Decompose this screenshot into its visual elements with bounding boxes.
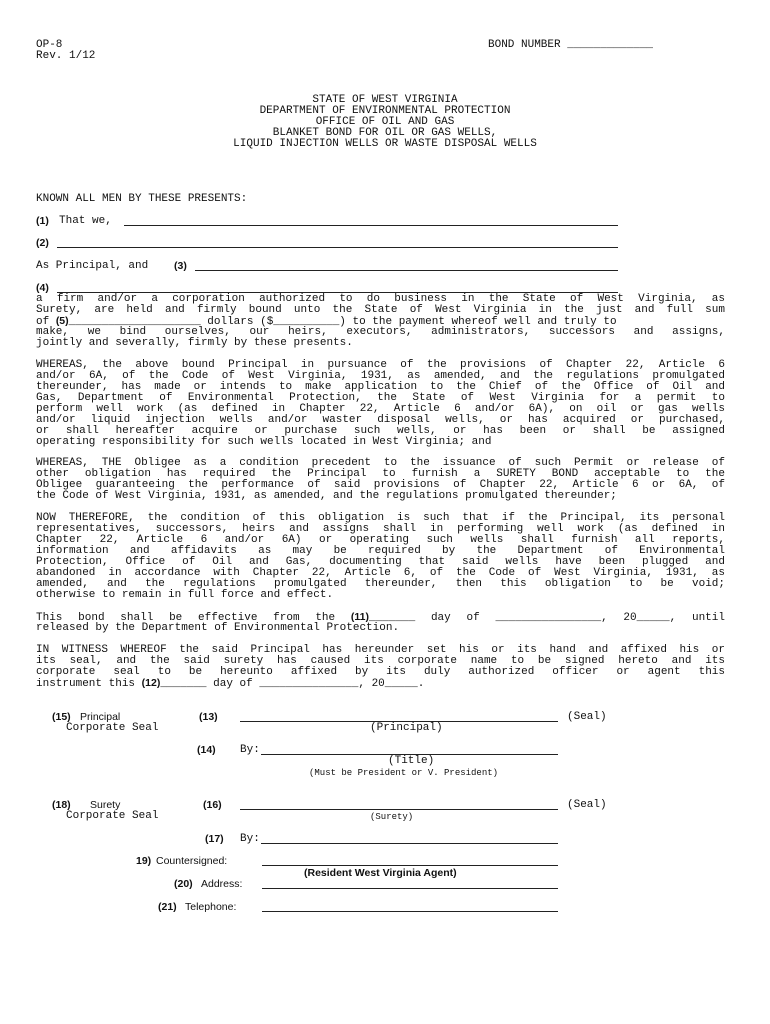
principal-label: As Principal, and (36, 260, 149, 272)
whereas-paragraph-1: WHEREAS, the above bound Principal in pursuance of the provisions of Chapter 22, Article 6 and/or 6A, of the Code of West Virginia, 1931, as amended, and the regulations promulgated thereunder, has made or intends to make application to the Chief of the Office of Oil and Gas, Department of Environmental Protection, the State of West Virginia for a permit to perform well work (as defined in Chapter 22, Article 6 and/or 6A), on oil or gas wells and/or liquid injection wells and/or waster disposal wells, or has acquired or purchased, or shall hereafter acquire or purchase such wells, or has been or shall be assigned operating responsibility for such wells located in West Virginia; and (36, 359, 725, 448)
form-revision: Rev. 1/12 (36, 50, 96, 62)
field-19-number: 19) (136, 855, 152, 867)
principal-seal-label: Principal (80, 711, 121, 723)
surety-paragraph: a firm and/or a corporation authorized to do business in the State of West Virginia, as Surety, are held and firmly bound unto the State of West Virginia in the just and full sum of (5)____________________ dollars ($__________) to the payment whereof well and truly to make, we bind ourselves, our heirs, executors, administrators, successors and assigns, jointly and severally, firmly by these presents. (36, 293, 725, 349)
title-office: OFFICE OF OIL AND GAS (315, 116, 455, 128)
telephone-label: Telephone: (185, 901, 237, 913)
known-all-men-heading: KNOWN ALL MEN BY THESE PRESENTS: (36, 193, 248, 205)
field-11-date[interactable]: _______ day of ________________, 20_____, until (368, 612, 725, 624)
field-5-number: (5) (55, 315, 69, 327)
title-bond-type: BLANKET BOND FOR OIL OR GAS WELLS, (272, 127, 498, 139)
witness-paragraph: IN WITNESS WHEREOF the said Principal has hereunder set his or its hand and affixed his or its seal, and the said surety has caused its corporate name to be signed hereto and its corporate seal to be hereunto affixed by its duly authorized officer or agent this instrument this (12)_______ day of _______________, 20_____. (36, 644, 725, 690)
field-21-number: (21) (158, 901, 177, 913)
address-line[interactable] (262, 888, 558, 889)
surety-corporate-seal: Corporate Seal (66, 810, 159, 822)
field-20-number: (20) (174, 878, 193, 890)
field-12-date[interactable]: _______ day of _______________, 20_____. (160, 678, 425, 690)
field-12-number: (12) (141, 677, 161, 689)
title-wells: LIQUID INJECTION WELLS OR WASTE DISPOSAL WELLS (233, 138, 537, 150)
title-department: DEPARTMENT OF ENVIRONMENTAL PROTECTION (259, 105, 511, 117)
field-2-input[interactable] (57, 247, 618, 248)
field-1-input[interactable] (124, 225, 618, 226)
field-2-number: (2) (36, 237, 49, 249)
surety-seal: (Seal) (567, 799, 607, 811)
title-state: STATE OF WEST VIRGINIA (312, 94, 458, 106)
telephone-line[interactable] (262, 911, 558, 912)
countersigned-label: Countersigned: (156, 855, 228, 867)
field-1-number: (1) (36, 215, 49, 227)
field-18-number: (18) (52, 799, 71, 811)
title-note: (Must be President or V. President) (309, 768, 499, 778)
by-label-2: By: (240, 833, 260, 845)
field-15-number: (15) (52, 711, 71, 723)
surety-by-line[interactable] (261, 843, 558, 844)
effective-date-paragraph: This bond shall be effective from the (11)_______ day of ________________, 20_____, until released by the Department of Environmental Protection. (36, 611, 725, 634)
field-17-number: (17) (205, 833, 224, 845)
field-5-sum[interactable]: ____________________ dollars ($__________) to the payment whereof well and truly to (68, 316, 617, 328)
agent-caption: (Resident West Virginia Agent) (304, 867, 457, 879)
title-caption: (Title) (388, 755, 435, 767)
field-11-number: (11) (350, 611, 369, 623)
address-label: Address: (201, 878, 243, 890)
surety-signature-line[interactable] (240, 809, 558, 810)
field-1-label: That we, (59, 215, 112, 227)
field-16-number: (16) (203, 799, 222, 811)
field-4-number: (4) (36, 282, 49, 294)
surety-caption: (Surety) (370, 812, 414, 822)
field-3-input[interactable] (195, 270, 618, 271)
bond-number-field[interactable]: BOND NUMBER _____________ (488, 39, 654, 51)
by-label-1: By: (240, 744, 260, 756)
principal-corporate-seal: Corporate Seal (66, 722, 159, 734)
whereas-paragraph-2: WHEREAS, THE Obligee as a condition precedent to the issuance of such Permit or release of other obligation has required the Principal to furnish a SURETY BOND acceptable to the Obligee guaranteeing the performance of said provisions of Chapter 22, Article 6 or 6A, of the Code of West Virginia, 1931, as amended, and the regulations promulgated thereunder; (36, 457, 725, 502)
principal-caption: (Principal) (370, 722, 443, 734)
principal-seal: (Seal) (567, 711, 607, 723)
now-therefore-paragraph: NOW THEREFORE, the condition of this obligation is such that if the Principal, its personal representatives, successors, heirs and assigns shall in performing well work (as defined in Chapter 22, Article 6 and/or 6A) or operating such wells shall furnish all reports, information and affidavits as may be required by the Department of Environmental Protection, Office of Oil and Gas, documenting that said wells have been plugged and abandoned in accordance with Chapter 22, Article 6, of the Code of West Virginia, 1931, as amended, and the regulations promulgated thereunder, then this obligation to be void; otherwise to remain in full force and effect. (36, 512, 725, 601)
surety-seal-label: Surety (90, 799, 121, 811)
countersigned-line[interactable] (262, 865, 558, 866)
field-3-number: (3) (174, 260, 187, 272)
field-13-number: (13) (199, 711, 218, 723)
field-14-number: (14) (197, 744, 216, 756)
form-id: OP-8 (36, 39, 63, 51)
